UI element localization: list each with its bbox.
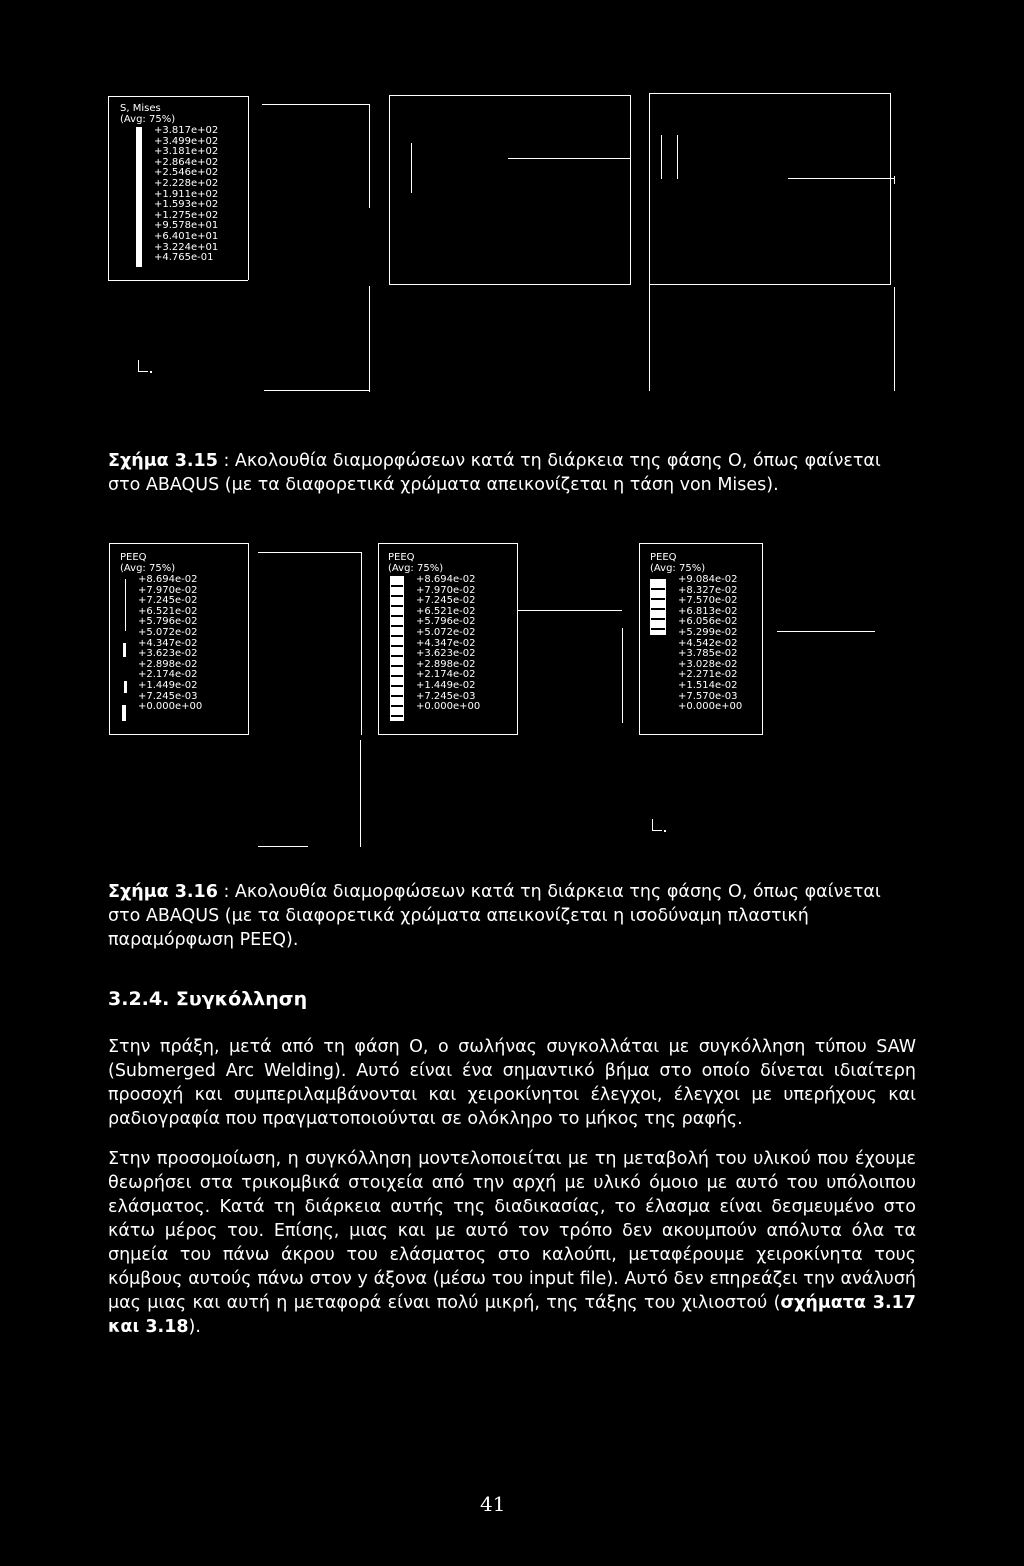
- legend-color-bar: [136, 127, 142, 267]
- legend-value: +3.224e+01: [154, 241, 219, 253]
- paragraph-1: Στην πράξη, μετά από τη φάση Ο, ο σωλήνας συγκολλάται με συγκόλληση τύπου SAW (Submerged Arc Welding). Αυτό είναι ένα σημαντικό βήμα στο οποίο δίνεται ιδιαίτερη προσοχή και συμπεριλαμβάνονται και χειροκίνητοι έλεγχοι, έλεγχοι με υπερήχους και ραδιογραφία που πραγματοποιούνται σε ολόκληρο το μήκος της ραφής.: [108, 1037, 916, 1129]
- figure-reference: σχήματα 3.17 και 3.18: [108, 1293, 916, 1337]
- fig315-p1-axis-triad: [138, 360, 148, 372]
- paragraph-2-main: Στην προσομοίωση, η συγκόλληση μοντελοποιείται με τη μεταβολή του υλικού που έχουμε θεωρήσει στα τρικομβικά στοιχεία από την αρχή με υλικό όμοιο με αυτό του υπόλοιπου ελάσματος. Κατά τη διάρκεια αυτής της διαδικασίας, το έλασμα είναι δεσμευμένο στο κάτω μέρος του. Επίσης, μιας και με αυτό τον τρόπο δεν ακουμπούν απόλυτα όλα τα σημεία του πάνω άκρου του ελάσματος στο καλούπι, μεταφέρουμε χειροκίνητα τους κόμβους αυτούς πάνω στον y άξονα (μέσω του input file). Αυτό δεν επηρεάζει την ανάλυσή μας μιας και αυτή η μεταφορά είναι πολύ μικρή, της τάξης του χιλιοστού (: [108, 1149, 916, 1313]
- legend-value: +6.521e-02: [416, 605, 476, 617]
- legend-color-bar: [650, 579, 666, 635]
- legend-value: +2.898e-02: [416, 658, 476, 670]
- legend-value: +1.449e-02: [416, 679, 476, 691]
- fig315-p3-lower-right: [894, 287, 895, 391]
- fig315-p1-right-wall-upper: [369, 104, 370, 208]
- legend-value: +6.521e-02: [138, 605, 198, 617]
- fig315-p1-top-line: [262, 104, 370, 105]
- legend-value: +7.570e-02: [678, 595, 738, 607]
- paragraph-2-end: ).: [188, 1317, 201, 1337]
- legend-value: +2.174e-02: [138, 669, 198, 681]
- fig315-panel-3-frame: [649, 93, 891, 285]
- legend-value: +7.970e-02: [416, 584, 476, 596]
- figure-3-15-caption: [108, 449, 916, 497]
- fig315-panel-2-frame: [389, 95, 631, 285]
- caption-text: : Ακολουθία διαμορφώσεων κατά τη διάρκεια της φάσης Ο, όπως φαίνεται στο ABAQUS (με τα διαφορετικά χρώματα απεικονίζεται η ισοδύναμη πλαστική παραμόρφωση PEEQ).: [108, 882, 881, 950]
- legend-value: +2.271e-02: [678, 669, 738, 681]
- legend-value: +8.694e-02: [416, 574, 476, 585]
- legend-marker: [125, 579, 126, 631]
- legend-value: +3.499e+02: [154, 135, 219, 147]
- section-body: [108, 1035, 916, 1355]
- fig315-p1-bottom-line: [264, 390, 370, 391]
- fig315-legend: [120, 103, 219, 264]
- legend-value: +6.813e-02: [678, 605, 738, 617]
- legend-value: +2.174e-02: [416, 669, 476, 681]
- legend-value: +0.000e+00: [416, 701, 481, 713]
- legend-value: +8.327e-02: [678, 584, 738, 596]
- caption-label: Σχήμα 3.16: [108, 882, 218, 902]
- legend-title: PEEQ: [650, 552, 677, 563]
- legend-marker: [124, 681, 127, 693]
- fig315-p2-horizontal: [508, 158, 630, 159]
- caption-label: Σχήμα 3.15: [108, 451, 218, 471]
- fig316-pb-horizontal: [518, 610, 622, 611]
- legend-value: +3.623e-02: [138, 648, 198, 660]
- fig316-legend-1: [120, 552, 203, 713]
- legend-title: S, Mises: [120, 103, 161, 114]
- legend-marker: [122, 705, 126, 721]
- fig315-panel-1-frame: [108, 96, 373, 392]
- fig315-legend-border-right: [248, 96, 249, 280]
- legend-value: +7.245e-03: [138, 690, 198, 702]
- fig315-p1-right-wall-lower: [369, 286, 370, 392]
- legend-color-bar: [390, 576, 404, 721]
- legend-value: +3.817e+02: [154, 125, 219, 136]
- legend-value: +6.056e-02: [678, 616, 738, 628]
- fig315-p3-right-tick: [894, 176, 895, 184]
- legend-value: +3.623e-02: [416, 648, 476, 660]
- legend-value: +3.028e-02: [678, 658, 738, 670]
- legend-value: +1.514e-02: [678, 679, 738, 691]
- page-number: 41: [480, 1492, 506, 1516]
- fig316-lower-vertical: [360, 740, 361, 847]
- legend-avg: (Avg: 75%): [120, 113, 176, 125]
- caption-text: : Ακολουθία διαμορφώσεων κατά τη διάρκεια της φάσης Ο, όπως φαίνεται στο ABAQUS (με τα διαφορετικά χρώματα απεικονίζεται η τάση von Mises).: [108, 451, 881, 495]
- legend-value: +1.275e+02: [154, 209, 219, 221]
- fig316-pa-right-wall: [361, 552, 362, 735]
- legend-value: +5.796e-02: [416, 616, 476, 628]
- fig315-legend-border-left: [108, 96, 109, 280]
- legend-value: +1.449e-02: [138, 679, 198, 691]
- fig316-lower-horizontal: [258, 846, 308, 847]
- legend-value: +2.546e+02: [154, 167, 219, 179]
- legend-title: PEEQ: [120, 552, 147, 563]
- legend-value: +8.694e-02: [138, 574, 198, 585]
- legend-value: +7.245e-02: [416, 595, 476, 607]
- fig316-legend-3: [650, 552, 743, 713]
- legend-value: +2.898e-02: [138, 658, 198, 670]
- legend-value: +4.347e-02: [416, 637, 476, 649]
- legend-value: +5.072e-02: [138, 626, 198, 638]
- legend-value: +5.072e-02: [416, 626, 476, 638]
- fig315-legend-border-top: [108, 96, 248, 97]
- legend-value: +6.401e+01: [154, 230, 219, 242]
- fig315-p3-bar-1: [661, 135, 662, 179]
- legend-value: +3.785e-02: [678, 648, 738, 660]
- legend-value: +3.181e+02: [154, 146, 219, 158]
- legend-avg: (Avg: 75%): [388, 562, 444, 574]
- legend-value: +7.245e-03: [416, 690, 476, 702]
- legend-value: +7.970e-02: [138, 584, 198, 596]
- legend-avg: (Avg: 75%): [120, 562, 176, 574]
- legend-value: +0.000e+00: [138, 701, 203, 713]
- fig315-p3-lower-left: [649, 285, 650, 391]
- fig315-legend-border-bottom: [108, 280, 248, 281]
- fig316-pb-vertical: [622, 628, 623, 723]
- section-heading: 3.2.4. Συγκόλληση: [108, 988, 308, 1010]
- fig315-p2-left-bar: [411, 143, 412, 193]
- legend-value: +0.000e+00: [678, 701, 743, 713]
- legend-value: +4.347e-02: [138, 637, 198, 649]
- legend-value: +5.796e-02: [138, 616, 198, 628]
- fig316-pc-horizontal: [777, 631, 875, 632]
- legend-value: +4.542e-02: [678, 637, 738, 649]
- legend-value: +7.570e-03: [678, 690, 738, 702]
- legend-value: +7.245e-02: [138, 595, 198, 607]
- legend-avg: (Avg: 75%): [650, 562, 706, 574]
- fig316-pa-top-line: [258, 552, 362, 553]
- fig316-legend-2: [388, 552, 481, 713]
- fig315-p3-bar-2: [677, 135, 678, 179]
- legend-value: +5.299e-02: [678, 626, 738, 638]
- paragraph-2: [108, 1147, 916, 1339]
- figure-3-16-caption: [108, 880, 916, 952]
- fig316-axis-triad: [652, 819, 662, 831]
- legend-value: +2.228e+02: [154, 177, 219, 189]
- legend-value: +1.911e+02: [154, 188, 219, 200]
- legend-marker: [123, 643, 126, 657]
- legend-title: PEEQ: [388, 552, 415, 563]
- legend-value: +9.578e+01: [154, 220, 219, 232]
- legend-value: +4.765e-01: [154, 252, 214, 264]
- legend-value: +2.864e+02: [154, 156, 219, 168]
- fig315-p3-horizontal: [788, 178, 895, 179]
- legend-value: +9.084e-02: [678, 574, 738, 585]
- legend-value: +1.593e+02: [154, 199, 219, 211]
